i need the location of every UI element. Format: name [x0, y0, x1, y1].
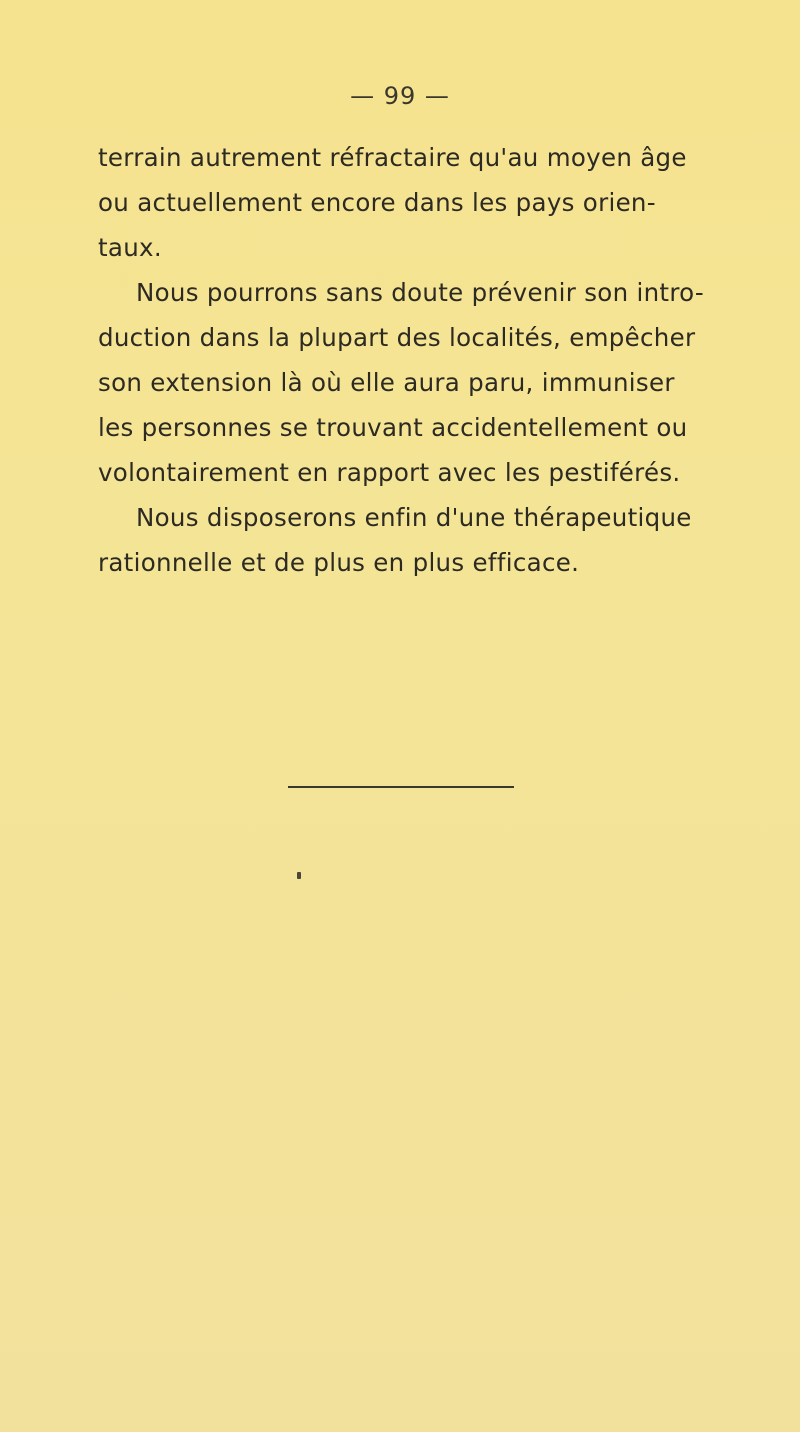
text-line: les personnes se trouvant accidentellement ou — [98, 413, 688, 442]
text-line: rationnelle et de plus en plus efficace. — [98, 548, 580, 577]
ink-speck — [297, 872, 301, 879]
text-line: duction dans la plupart des localités, empêcher — [98, 323, 696, 352]
text-line: terrain autrement réfractaire qu'au moyen âge — [98, 143, 687, 172]
text-line: ou actuellement encore dans les pays orien- — [98, 188, 656, 217]
text-line: taux. — [98, 233, 162, 262]
body-text — [98, 135, 718, 585]
paragraph-start-line: Nous pourrons sans doute prévenir son intro- — [136, 278, 705, 307]
section-end-rule — [288, 786, 514, 788]
text-line: volontairement en rapport avec les pestiférés. — [98, 458, 681, 487]
paragraph-start-line: Nous disposerons enfin d'une thérapeutique — [136, 503, 692, 532]
text-line: son extension là où elle aura paru, immuniser — [98, 368, 675, 397]
page-number: — 99 — — [350, 82, 450, 110]
